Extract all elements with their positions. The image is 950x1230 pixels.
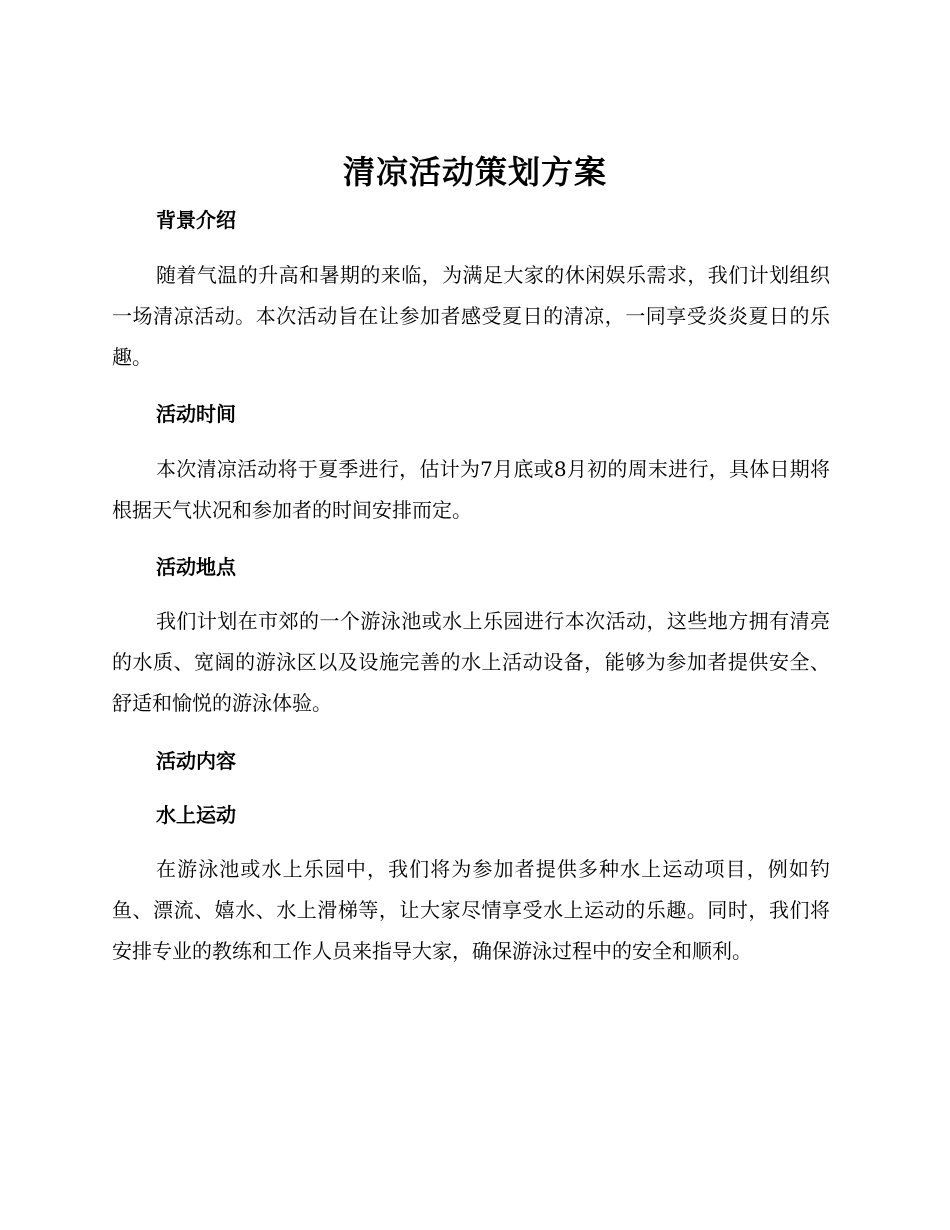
section-heading-location: 活动地点 (156, 555, 236, 579)
section-paragraph-location: 我们计划在市郊的一个游泳池或水上乐园进行本次活动，这些地方拥有清亮的水质、宽阔的游泳区以及设施完善的水上活动设备，能够为参加者提供安全、舒适和愉悦的游泳体验。 (112, 609, 830, 715)
section-paragraph-water-sports: 在游泳池或水上乐园中，我们将为参加者提供多种水上运动项目，例如钓鱼、漂流、嬉水、水上滑梯等，让大家尽情享受水上运动的乐趣。同时，我们将安排专业的教练和工作人员来指导大家，确保游泳过程中的安全和顺利。 (112, 857, 830, 963)
page-title: 清凉活动策划方案 (342, 153, 607, 191)
section-heading-content: 活动内容 (156, 749, 236, 773)
section-heading-background: 背景介绍 (156, 208, 236, 232)
section-heading-water-sports: 水上运动 (156, 803, 236, 827)
section-paragraph-time: 本次清凉活动将于夏季进行，估计为7月底或8月初的周末进行，具体日期将根据天气状况和参加者的时间安排而定。 (112, 457, 830, 522)
section-heading-time: 活动时间 (156, 402, 236, 426)
section-paragraph-background: 随着气温的升高和暑期的来临，为满足大家的休闲娱乐需求，我们计划组织一场清凉活动。本次活动旨在让参加者感受夏日的清凉，一同享受炎炎夏日的乐趣。 (112, 263, 830, 369)
